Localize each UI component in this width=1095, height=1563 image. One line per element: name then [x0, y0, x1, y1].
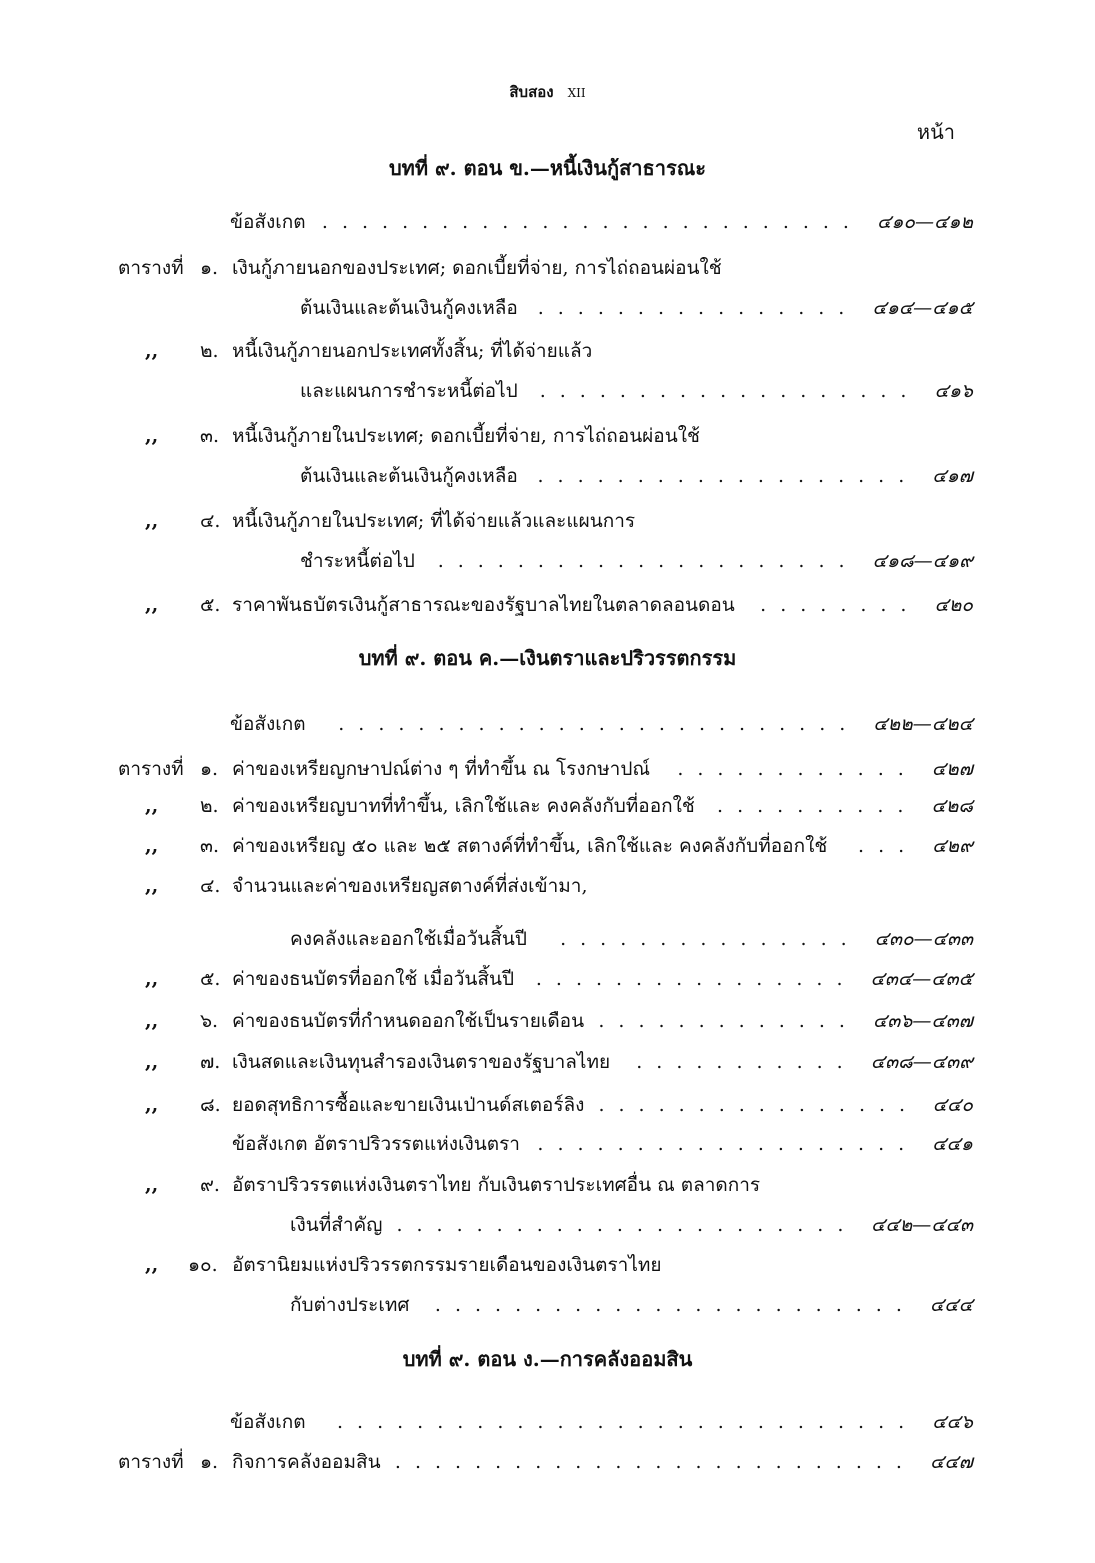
- table-entry: [0, 1126, 1095, 1162]
- section-heading: บทที่ ๙. ตอน ข.—หนี้เงินกู้สาธารณะ: [388, 156, 707, 180]
- running-head-thai: สิบสอง: [509, 83, 554, 101]
- running-head-roman: XII: [567, 86, 586, 100]
- ditto-mark: ,,: [145, 1010, 159, 1032]
- page-number: ๔๔๐: [932, 1094, 973, 1116]
- table-entry: [0, 1003, 1095, 1039]
- page-number: ๔๓๘—๔๓๙: [870, 1051, 973, 1073]
- page-number: ๔๒๒—๔๒๔: [873, 713, 973, 735]
- table-entry: [0, 587, 1095, 623]
- entry-number: ๑.: [200, 257, 219, 279]
- entry-title-cont: ต้นเงินและต้นเงินกู้คงเหลือ: [300, 297, 518, 319]
- page-number: ๔๓๖—๔๓๗: [872, 1010, 973, 1032]
- entry-title: หนี้เงินกู้ภายนอกประเทศทั้งสิ้น; ที่ได้จ่ายแล้ว: [232, 340, 593, 362]
- page-number: ๔๒๙: [932, 835, 973, 857]
- ditto-mark: ,,: [145, 795, 159, 817]
- table-entry: [0, 1044, 1095, 1080]
- leader-dots: ................: [598, 1094, 919, 1116]
- page-number: ๔๑๐—๔๑๒: [876, 211, 973, 233]
- table-entry-continuation: [0, 458, 1095, 494]
- entry-number: ๕.: [200, 968, 221, 990]
- entry-title-cont: กับต่างประเทศ: [290, 1294, 410, 1316]
- entry-number: ๑๐.: [188, 1254, 218, 1276]
- leader-dots: ........: [760, 594, 921, 616]
- table-entry: [0, 1444, 1095, 1480]
- ditto-mark: ,,: [145, 1174, 159, 1196]
- leader-dots: ...........: [636, 1051, 857, 1073]
- entry-title: หนี้เงินกู้ภายในประเทศ; ที่ได้จ่ายแล้วและแผนการ: [232, 510, 636, 532]
- leader-dots: .......................: [396, 1214, 857, 1236]
- entry-number: ๔.: [200, 510, 221, 532]
- entry-title: กิจการคลังออมสิน: [232, 1451, 381, 1473]
- table-entry: [0, 250, 1095, 286]
- ditto-mark: ,,: [145, 425, 159, 447]
- table-entry: [0, 961, 1095, 997]
- note-label: ข้อสังเกต: [230, 211, 306, 233]
- ditto-mark: ,,: [145, 1094, 159, 1116]
- ditto-mark: ,,: [145, 510, 159, 532]
- table-entry: [0, 868, 1095, 904]
- entry-title: หนี้เงินกู้ภายในประเทศ; ดอกเบี้ยที่จ่าย, การไถ่ถอนผ่อนใช้: [232, 425, 700, 447]
- leader-dots: ..........: [717, 795, 918, 817]
- entry-number: ๒.: [200, 340, 219, 362]
- leader-dots: .....................: [437, 550, 859, 572]
- entry-title: ยอดสุทธิการซื้อและขายเงินเป่านด์สเตอร์ลิง: [232, 1094, 585, 1116]
- leader-dots: ...................: [537, 465, 919, 487]
- leader-dots: ...................: [539, 380, 921, 402]
- leader-dots: .............................: [337, 1411, 919, 1433]
- leader-dots: ...............: [560, 928, 861, 950]
- page-number: ๔๒๐: [934, 594, 973, 616]
- note-row: [0, 1404, 1095, 1440]
- leader-dots: ..........................: [394, 1451, 916, 1473]
- page-number: ๔๓๐—๔๓๓: [874, 928, 973, 950]
- ditto-mark: ,,: [145, 1051, 159, 1073]
- table-entry: [0, 788, 1095, 824]
- table-entry-continuation: [0, 1287, 1095, 1323]
- leader-dots: ...........................: [321, 211, 863, 233]
- page-number: ๔๑๖: [934, 380, 973, 402]
- entry-number: ๘.: [200, 1094, 221, 1116]
- table-entry-continuation: [0, 543, 1095, 579]
- table-entry-continuation: [0, 373, 1095, 409]
- page-number: ๔๓๔—๔๓๕: [870, 968, 973, 990]
- table-entry-continuation: [0, 1207, 1095, 1243]
- running-head: [0, 80, 1095, 104]
- leader-dots: ..........................: [338, 713, 860, 735]
- table-entry-continuation: [0, 290, 1095, 326]
- leader-dots: ...................: [537, 1133, 919, 1155]
- note-row: [0, 204, 1095, 240]
- ditto-mark: ,,: [145, 594, 159, 616]
- ditto-mark: ,,: [145, 875, 159, 897]
- entry-number: ๓.: [200, 835, 220, 857]
- table-entry: [0, 503, 1095, 539]
- entry-title: เงินสดและเงินทุนสำรองเงินตราของรัฐบาลไทย: [232, 1051, 611, 1073]
- entry-number: ๔.: [200, 875, 221, 897]
- entry-title-cont: ชำระหนี้ต่อไป: [300, 550, 415, 572]
- table-prefix: ตารางที่: [118, 1451, 184, 1473]
- entry-title-cont: เงินที่สำคัญ: [290, 1214, 383, 1236]
- entry-title: ค่าของธนบัตรที่ออกใช้ เมื่อวันสิ้นปี: [232, 968, 515, 990]
- leader-dots: ............: [677, 758, 918, 780]
- entry-title: ค่าของเหรียญกษาปณ์ต่าง ๆ ที่ทำขึ้น ณ โรงกษาปณ์: [232, 758, 651, 780]
- entry-number: ๗.: [200, 1051, 221, 1073]
- page-number: ๔๔๖: [932, 1411, 973, 1433]
- entry-title-cont: และแผนการชำระหนี้ต่อไป: [300, 380, 518, 402]
- ditto-mark: ,,: [145, 340, 159, 362]
- leader-dots: ................: [537, 297, 859, 319]
- section-heading: บทที่ ๙. ตอน ง.—การคลังออมสิน: [402, 1347, 693, 1371]
- page-number: ๔๒๘: [931, 795, 973, 817]
- note-label: ข้อสังเกต: [230, 1411, 306, 1433]
- note-label: ข้อสังเกต: [230, 713, 306, 735]
- page-number: ๔๔๗: [929, 1451, 973, 1473]
- table-entry: [0, 418, 1095, 454]
- page-number: ๔๔๑: [932, 1133, 973, 1155]
- page-number: ๔๑๘—๔๑๙: [872, 550, 973, 572]
- table-prefix: ตารางที่: [118, 758, 184, 780]
- leader-dots: ...: [858, 835, 919, 857]
- table-entry: [0, 1087, 1095, 1123]
- ditto-mark: ,,: [145, 835, 159, 857]
- page-number: ๔๒๗: [931, 758, 973, 780]
- entry-number: ๕.: [200, 594, 221, 616]
- entry-title: ค่าของเหรียญ ๕๐ และ ๒๕ สตางค์ที่ทำขึ้น, เลิกใช้และ คงคลังกับที่ออกใช้: [232, 835, 828, 857]
- section-heading: บทที่ ๙. ตอน ค.—เงินตราและปริวรรตกรรม: [358, 646, 737, 670]
- entry-number: ๑.: [200, 1451, 219, 1473]
- table-entry: [0, 828, 1095, 864]
- entry-number: ๓.: [200, 425, 220, 447]
- table-entry-continuation: [0, 921, 1095, 957]
- page-number: ๔๔๒—๔๔๓: [870, 1214, 973, 1236]
- entry-title: ค่าของธนบัตรที่กำหนดออกใช้เป็นรายเดือน: [232, 1010, 585, 1032]
- table-entry: [0, 1247, 1095, 1283]
- page-number: ๔๔๔: [929, 1294, 973, 1316]
- entry-title: อัตราปริวรรตแห่งเงินตราไทย กับเงินตราประเทศอื่น ณ ตลาดการ: [232, 1174, 761, 1196]
- entry-title: เงินกู้ภายนอกของประเทศ; ดอกเบี้ยที่จ่าย, การไถ่ถอนผ่อนใช้: [232, 257, 722, 279]
- table-prefix: ตารางที่: [118, 257, 184, 279]
- page-number: ๔๑๔—๔๑๕: [872, 297, 973, 319]
- entry-number: ๙.: [200, 1174, 220, 1196]
- entry-number: ๒.: [200, 795, 219, 817]
- table-entry: [0, 333, 1095, 369]
- page-column-label: หน้า: [916, 120, 955, 144]
- entry-title: อัตรานิยมแห่งปริวรรตกรรมรายเดือนของเงินตราไทย: [232, 1254, 662, 1276]
- leader-dots: .............: [598, 1010, 859, 1032]
- entry-title: จำนวนและค่าของเหรียญสตางค์ที่ส่งเข้ามา,: [232, 875, 588, 897]
- leader-dots: ................: [535, 968, 857, 990]
- entry-title: ค่าของเหรียญบาทที่ทำขึ้น, เลิกใช้และ คงคลังกับที่ออกใช้: [232, 795, 695, 817]
- note-row: [0, 706, 1095, 742]
- leader-dots: ........................: [434, 1294, 916, 1316]
- ditto-mark: ,,: [145, 1254, 159, 1276]
- table-entry: [0, 1167, 1095, 1203]
- entry-title-cont: คงคลังและออกใช้เมื่อวันสิ้นปี: [290, 928, 527, 950]
- ditto-mark: ,,: [145, 968, 159, 990]
- entry-number: ๖.: [200, 1010, 219, 1032]
- entry-title: ราคาพันธบัตรเงินกู้สาธารณะของรัฐบาลไทยในตลาดลอนดอน: [232, 594, 735, 616]
- entry-title-cont: ต้นเงินและต้นเงินกู้คงเหลือ: [300, 465, 518, 487]
- entry-number: ๑.: [200, 758, 219, 780]
- table-entry: [0, 751, 1095, 787]
- entry-title: ข้อสังเกต อัตราปริวรรตแห่งเงินตรา: [232, 1133, 520, 1155]
- page-number: ๔๑๗: [932, 465, 973, 487]
